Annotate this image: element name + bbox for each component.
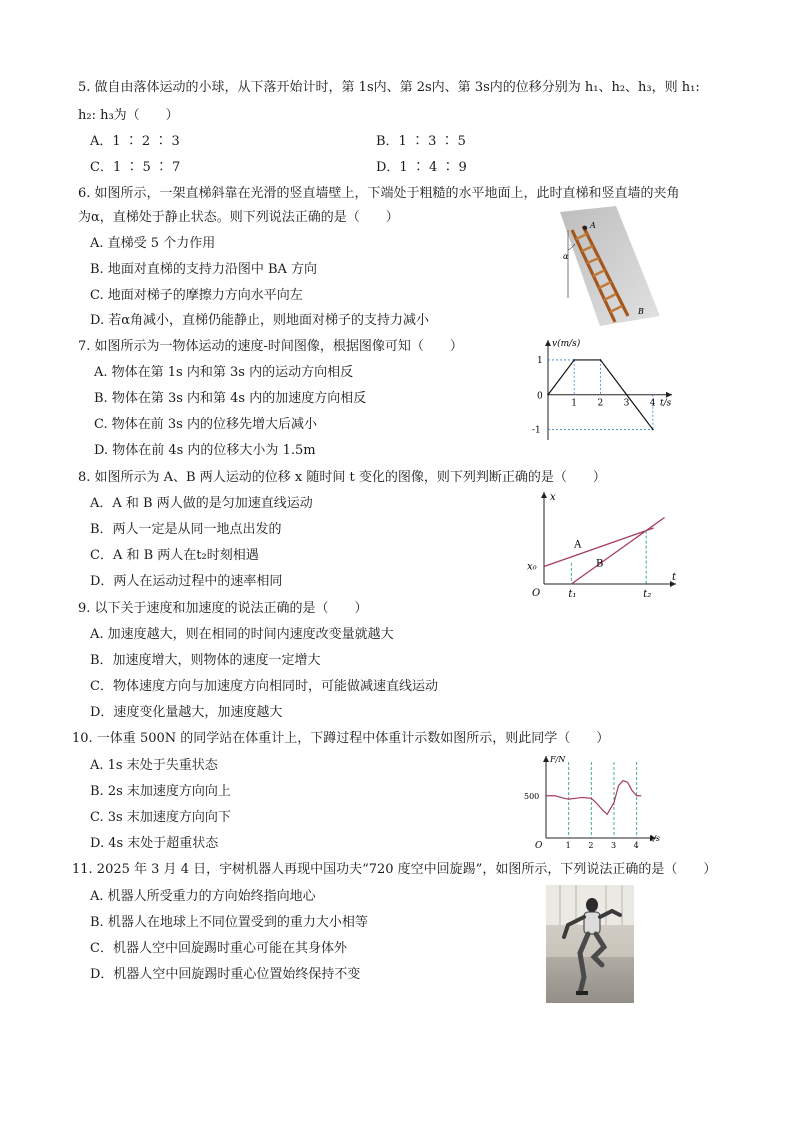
ft-graph [522,752,662,852]
ft-x-tick-label: 3 [611,841,617,850]
ladder-figure [552,206,664,326]
floor [546,957,634,1003]
q11-option-d: D．机器人空中回旋踢时重心位置始终保持不变 [90,967,361,982]
q5-stem-line1: 5. 做自由落体运动的小球，从下落开始计时，第 1s内、第 2s内、第 3s内的位移分别为 h₁、h₂、h₃，则 h₁: [78,80,700,95]
ft-x-axis-title: t/s [650,834,661,843]
q9-option-d: D．速度变化量越大，加速度越大 [90,705,283,720]
q5-option-b: B．1 ∶ 3 ∶ 5 [376,134,466,149]
xt-y-axis-title: x [550,492,556,503]
vt-point [600,359,602,361]
q9-option-c: C．物体速度方向与加速度方向相同时，可能做减速直线运动 [90,679,438,694]
q8-option-a: A．A 和 B 两人做的是匀加速直线运动 [90,496,313,511]
xt-series-b [571,518,664,585]
xt-origin-label: O [532,588,541,599]
q6-option-a: A. 直梯受 5 个力作用 [90,236,216,251]
q11-option-a: A. 机器人所受重力的方向始终指向地心 [90,889,316,904]
vt-x-tick-label: 2 [597,398,604,409]
ft-y-tick-label: 500 [524,791,540,801]
q10-option-c: C. 3s 末加速度方向向下 [90,810,231,825]
vt-origin-label: 0 [537,391,543,402]
vt-x-axis-head [666,392,672,398]
q7-option-a: A. 物体在第 1s 内和第 3s 内的运动方向相反 [94,365,354,380]
q11-stem: 11. 2025 年 3 月 4 日，宇树机器人再现中国功夫“720 度空中回旋踢”，如图所示，下列说法正确的是（ ） [72,862,717,877]
vt-y-axis-title: v(m/s) [552,339,581,349]
vt-x-tick-label: 4 [649,398,656,409]
q5-option-d: D．1 ∶ 4 ∶ 9 [376,160,467,175]
vt-point [652,429,654,431]
xt-y-axis-head [541,492,547,498]
q11-option-c: C．机器人空中回旋踢时重心可能在其身体外 [90,941,347,956]
q5-stem-line2: h₂: h₃为（ ） [78,108,179,123]
q9-option-b: B．加速度增大，则物体的速度一定增大 [90,653,321,668]
ft-x-tick-label: 1 [565,841,571,850]
point-a [583,226,587,230]
vt-x-tick-label: 3 [623,398,630,409]
ft-origin-label: O [535,841,543,851]
vt-point [573,359,575,361]
q8-stem: 8. 如图所示为 A、B 两人运动的位移 x 随时间 t 变化的图像，则下列判断正确的是（ ） [78,470,606,485]
ft-x-tick-label: 4 [633,841,639,850]
q10-option-d: D. 4s 末处于超重状态 [90,836,219,851]
xt-series-a-label: A [574,539,582,551]
point-b-label: B [638,307,644,316]
ft-x-tick-label: 2 [588,841,594,850]
xt-graph [522,488,682,610]
q6-option-c: C. 地面对梯子的摩擦力方向水平向左 [90,288,303,303]
q11-option-b: B. 机器人在地球上不同位置受到的重力大小相等 [90,915,368,930]
vt-x-tick-label: 1 [571,398,577,409]
vt-point [626,394,628,396]
xt-series-b-label: B [596,558,604,570]
q10-option-b: B. 2s 末加速度方向向上 [90,784,231,799]
q6-option-d: D. 若α角减小，直梯仍能静止，则地面对梯子的支持力减小 [90,313,430,328]
q5-option-a: A．1 ∶ 2 ∶ 3 [90,134,180,149]
q8-option-c: C．A 和 B 两人在t₂时刻相遇 [90,548,259,563]
q6-option-b: B. 地面对直梯的支持力沿图中 BA 方向 [90,262,318,277]
vt-graph [528,336,680,448]
vt-y-tick-label: -1 [532,425,541,436]
xt-y-tick-label: x₀ [527,561,537,573]
alpha-label: α [563,252,569,261]
q7-option-d: D. 物体在前 4s 内的位移大小为 1.5m [94,443,316,458]
q7-option-b: B. 物体在第 3s 内和第 4s 内的加速度方向相反 [94,391,367,406]
robot-photo [546,885,634,1003]
vt-point [547,394,549,396]
q5-option-c: C．1 ∶ 5 ∶ 7 [90,160,181,175]
ft-y-axis-title: F/N [550,755,566,764]
vt-y-axis-head [545,340,551,346]
q9-option-a: A. 加速度越大，则在相同的时间内速度改变量就越大 [90,627,394,642]
q10-stem: 10. 一体重 500N 的同学站在体重计上，下蹲过程中体重计示数如图所示，则此同学（ ） [72,731,610,746]
q8-option-d: D．两人在运动过程中的速率相同 [90,574,283,589]
q6-stem-line1: 6. 如图所示，一架直梯斜靠在光滑的竖直墙壁上，下端处于粗糙的水平地面上，此时直梯和竖直墙的夹角 [78,186,680,201]
vt-y-tick-label: 1 [537,355,543,366]
xt-x-tick-label: t₁ [568,589,577,600]
q10-option-a: A. 1s 末处于失重状态 [90,758,218,773]
q6-stem-line2: 为α，直梯处于静止状态。则下列说法正确的是（ ） [78,210,399,225]
xt-x-axis-title: t [672,572,677,583]
q8-option-b: B．两人一定是从同一地点出发的 [90,522,282,537]
q7-option-c: C. 物体在前 3s 内的位移先增大后减小 [94,417,317,432]
xt-x-tick-label: t₂ [643,589,652,600]
q7-stem: 7. 如图所示为一物体运动的速度-时间图像，根据图像可知（ ） [78,339,463,354]
q9-stem: 9. 以下关于速度和加速度的说法正确的是（ ） [78,601,368,616]
ft-y-axis-head [543,756,549,762]
vt-x-axis-title: t/s [660,398,672,409]
point-a-label: A [590,221,596,230]
ft-series-line [546,781,641,815]
